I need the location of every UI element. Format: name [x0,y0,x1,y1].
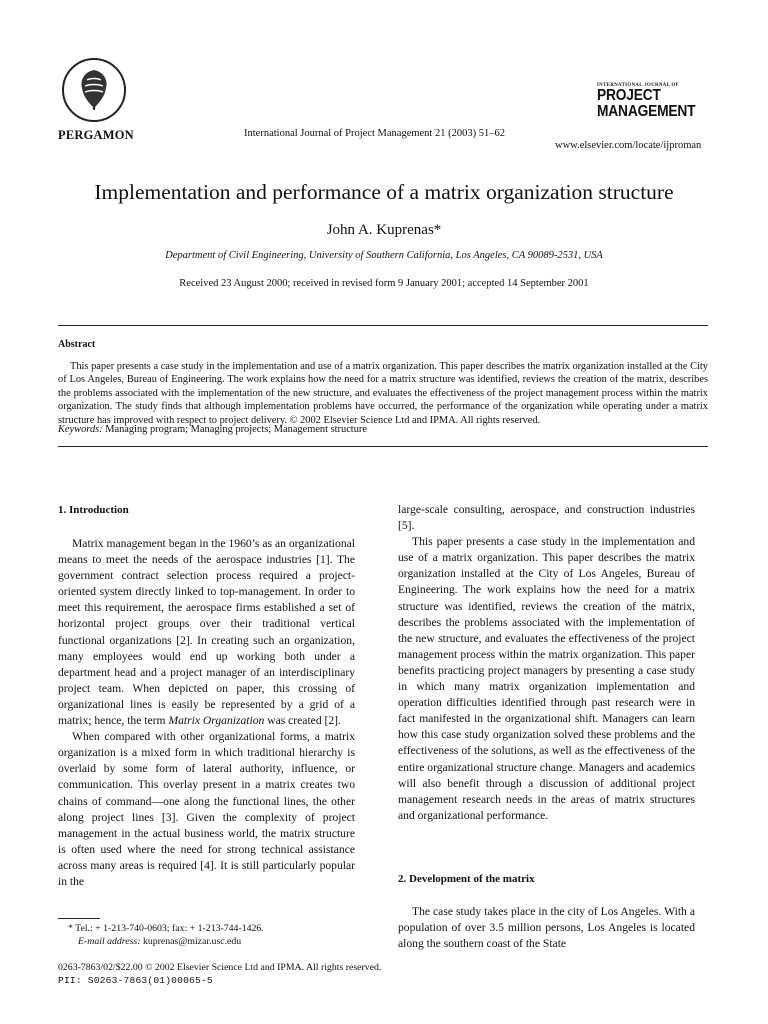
publisher-name: PERGAMON [58,128,134,142]
intro-p1-emphasis: Matrix Organization [168,714,265,728]
right-column-section2 [398,904,695,952]
abstract-text: This paper presents a case study in the implementation and use of a matrix organization. This paper describes the matrix organization installed at the City of Los Angeles, Bureau of Engineering. The work explains how the need for a matrix structure was identified, reviews the creation of the matrix, describes the problems associated with the implementation of the new structure, and evaluates the effectiveness of the project management process within the matrix organization. The study finds that although implementation problems have occurred, the performance of the organization while operating under a matrix structure has improved with respect to project delivery. © 2002 Elsevier Science Ltd and IPMA. All rights reserved. [58,361,708,426]
author-affiliation: Department of Civil Engineering, University of Southern California, Los Angeles, CA 90089-2531, USA [165,250,603,261]
intro-paragraph-4: This paper presents a case study in the implementation and use of a matrix organization. This paper describes the matrix organization installed at the City of Los Angeles, Bureau of Engineering. The work explains how the need for a matrix structure was identified, reviews the creation of the matrix, describes the problems associated with the implementation of the new structure, and evaluates the effectiveness of the project management process within the matrix organization. This paper benefits practicing project managers by presenting a case study in which many matrix organization implementation and operation difficulties identified through past research were in fact manifested in the organizational shift. Managers can learn how this case study organization solved these problems and the effectiveness of the solutions, as well as the effectiveness of the entire organizational structure change. Managers and academics will also benefit through a discussion of additional project management research needs in the areas of matrix structures and organizational performance. [398,535,695,822]
email-address[interactable]: kuprenas@mizar.usc.edu [142,936,242,947]
article-author: John A. Kuprenas* [326,222,442,238]
journal-brand-line2: MANAGEMENT [597,103,696,120]
copyright-line: 0263-7863/02/$22.00 © 2002 Elsevier Science Ltd and IPMA. All rights reserved. [58,962,382,973]
footnote-contact: * Tel.: + 1-213-740-0603; fax: + 1-213-744-1426. [68,923,264,934]
journal-citation: International Journal of Project Management 21 (2003) 51–62 [244,128,505,139]
keywords [58,424,367,435]
section-heading-introduction: 1. Introduction [58,504,129,516]
intro-paragraph-1 [58,536,355,729]
section-heading-development: 2. Development of the matrix [398,873,535,885]
journal-brand-small: INTERNATIONAL JOURNAL OF [597,83,680,88]
keywords-label: Keywords: [58,424,103,435]
intro-p1-tail: was created [2]. [267,714,341,728]
abstract-heading: Abstract [58,339,96,350]
footnote-email [78,935,241,948]
email-label: E-mail address: [78,936,141,947]
intro-p1-text: Matrix management began in the 1960’s as an organizational means to meet the needs of the aerospace industries [1]. The government contract selection process required a project-oriented system directly linked to top-management. In order to meet this requirement, the aerospace firms established a set of horizontal project groups over their traditional vertical functional organizations [2]. In creating such an organization, many employees would end up working both under a department head and a project manager of an interdisciplinary project team. When depicted on paper, this crossing of organizational lines is easily be represented by a grid of a matrix; hence, the term [58,537,355,728]
intro-paragraph-2: When compared with other organizational forms, a matrix organization is a mixed form in which traditional hierarchy is overlaid by some form of lateral authority, influence, or communication. This overlay present in a matrix creates two chains of command—one along the functional lines, the other along project lines [3]. Given the complexity of project management in the actual business world, the matrix structure is often used where the need for strong technical assistance across many areas is required [4]. It is still particularly popular in the [58,730,355,888]
received-dates: Received 23 August 2000; received in revised form 9 January 2001; accepted 14 September 2001 [179,278,589,289]
keywords-list: Managing program; Managing projects; Management structure [105,424,367,435]
right-column [398,502,695,824]
journal-url[interactable]: www.elsevier.com/locate/ijproman [555,140,702,151]
left-column [58,536,355,890]
abstract-divider [58,446,708,447]
development-paragraph-1: The case study takes place in the city of Los Angeles. With a population of over 3.5 million persons, Los Angeles is located along the southern coast of the State [398,905,695,951]
journal-brand-line1: PROJECT [597,87,661,104]
footnote-divider [58,918,100,919]
top-divider [58,325,708,326]
pii-line: PII: S0263-7863(01)00065-5 [58,975,213,986]
publisher-logo-icon [62,58,126,122]
article-title: Implementation and performance of a matrix organization structure [94,180,674,204]
intro-paragraph-3: large-scale consulting, aerospace, and construction industries [5]. [398,503,695,533]
